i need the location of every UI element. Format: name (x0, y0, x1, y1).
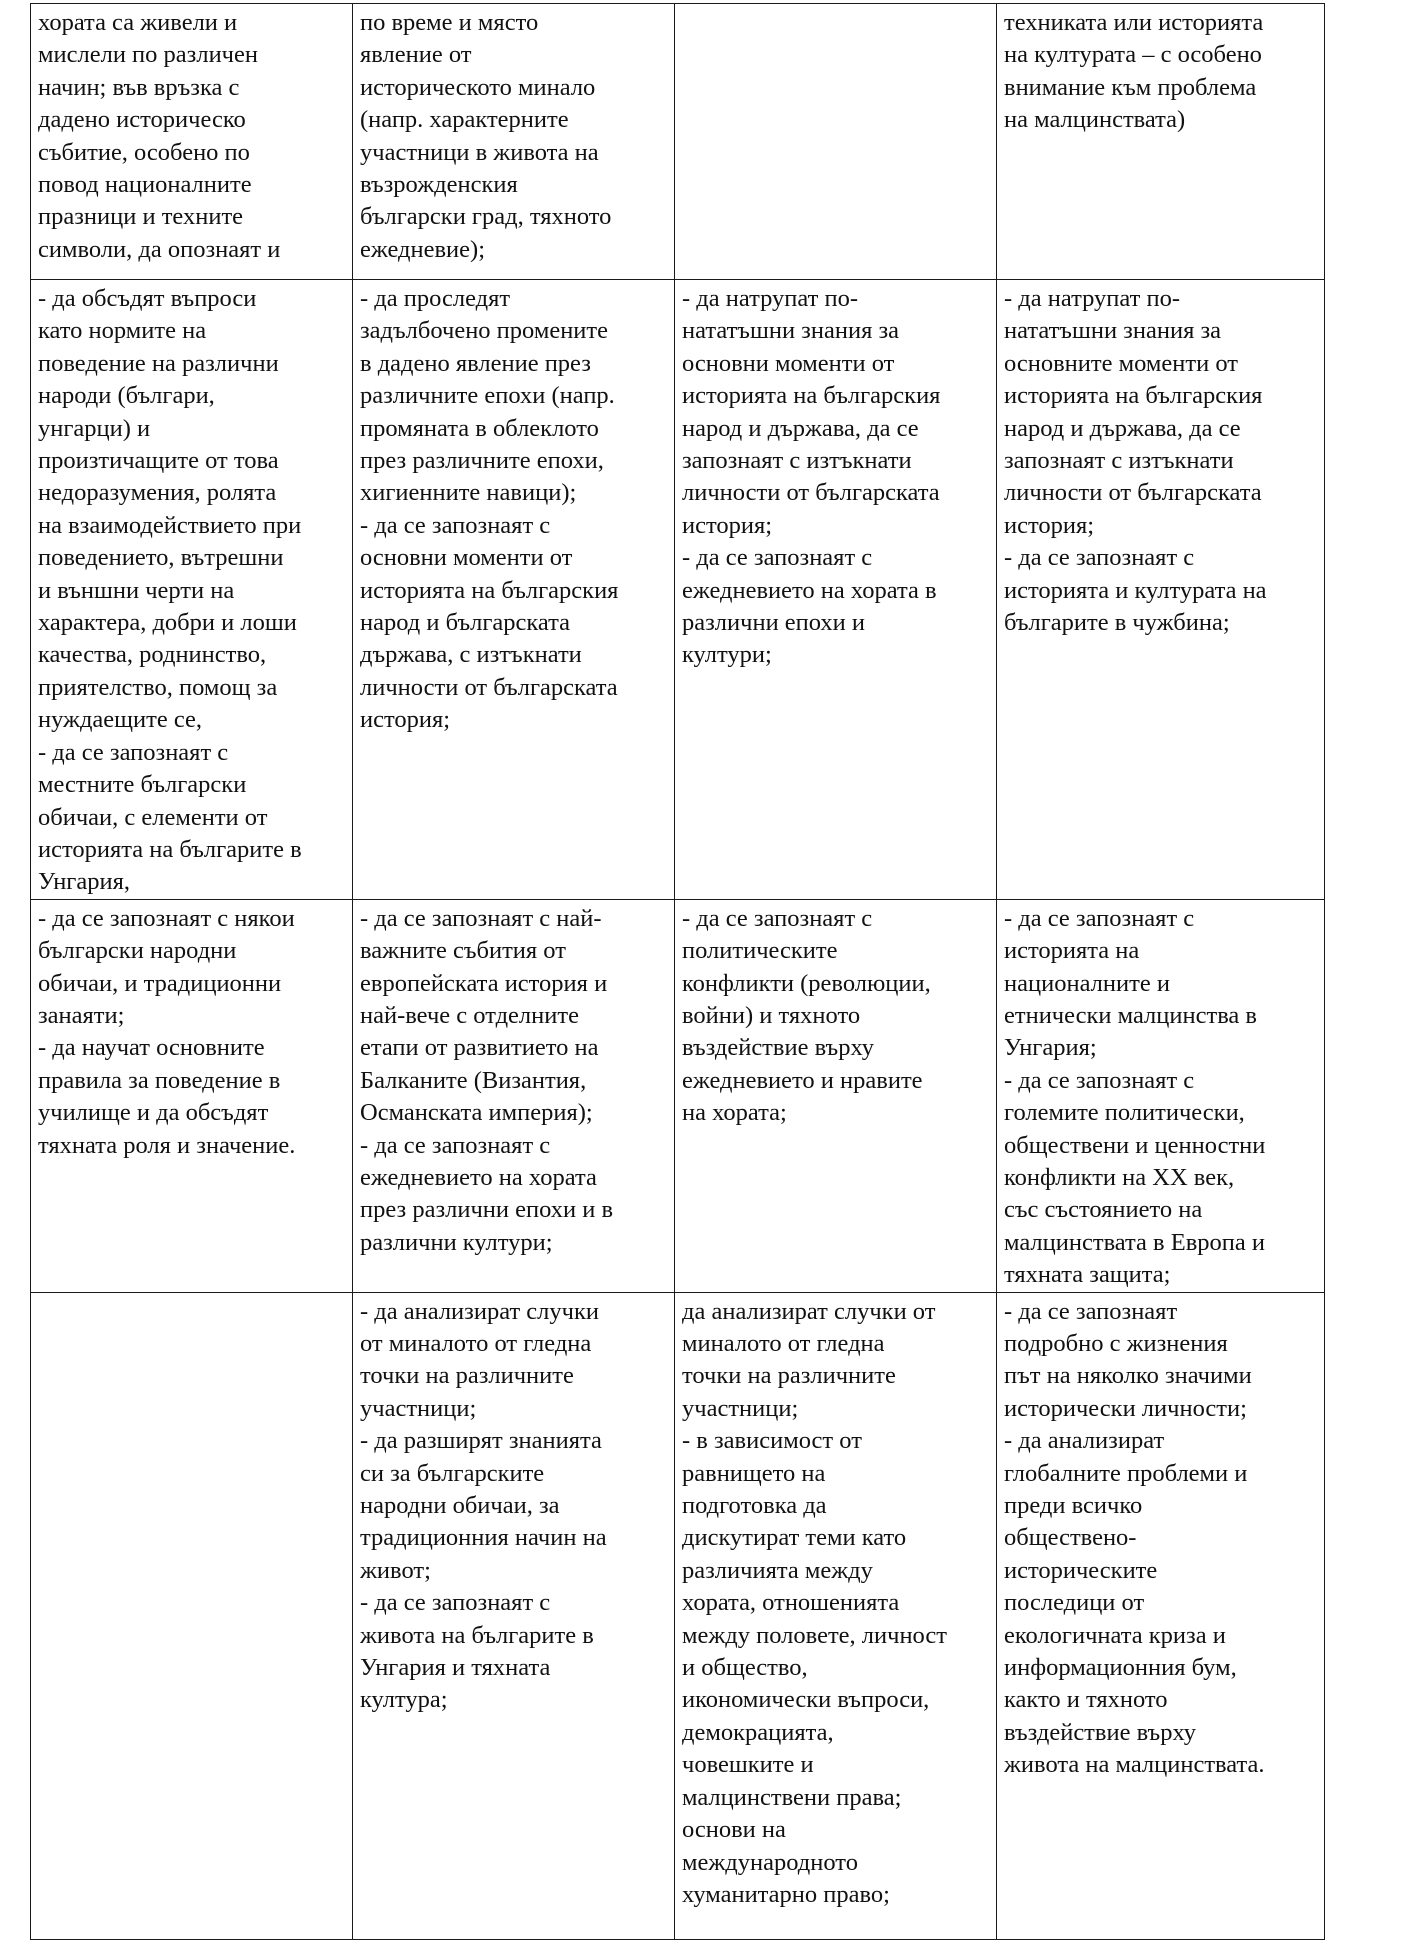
cell-text: техниката или историята на културата – с особено внимание към проблема на малцинствата) (1004, 9, 1264, 134)
table-cell (997, 280, 1325, 900)
table-cell (675, 1292, 997, 1939)
cell-text: - да анализират случки от миналото от гледна точки на различните участници; - да разширят знанията си за българските народни обичаи, за традиционния начин на живот; - да се запознаят с живота на българите в Унгария и тяхната култура; (360, 1297, 607, 1714)
table-cell (675, 4, 997, 280)
cell-text: - да се запознаят подробно с жизнения път на няколко значими исторически личности; - да анализират глобалните проблеми и преди всичко обществено- историческите последици от екологичната криза и информационния бум, както и тяхното въздействие върху живота на малцинствата. (1004, 1297, 1265, 1779)
cell-text: - да обсъдят въпроси като нормите на поведение на различни народи (българи, унгарци) и произтичащите от това недоразумения, ролята на взаимодействието при поведението, вътрешни и външни черти на характера, добри и лоши качества, роднинство, приятелство, помощ за нуждаещите се, - да се запознаят с местните български обичаи, с елементи от историята на българите в Унгария, (38, 285, 302, 896)
table-cell (353, 4, 675, 280)
table-cell (31, 280, 353, 900)
table-cell (353, 899, 675, 1292)
table-cell (997, 1292, 1325, 1939)
cell-text: - да се запознаят с политическите конфликти (революции, войни) и тяхното въздействие върху ежедневието и нравите на хората; (682, 904, 931, 1127)
cell-text: - да се запознаят с историята на националните и етнически малцинства в Унгария; - да се запознаят с големите политически, обществени и ценностни конфликти на XX век, със състоянието на малцинствата в Европа и тяхната защита; (1004, 904, 1266, 1289)
table-cell (997, 4, 1325, 280)
table-cell (31, 899, 353, 1292)
cell-text: - да проследят задълбочено промените в дадено явление през различните епохи (напр. промяната в облеклото през различните епохи, хигиенните навици); - да се запознаят с основни моменти от историята на българския народ и българската държава, с изтъкнати личности от българската история; (360, 285, 619, 734)
cell-text: - да се запознаят с някои български народни обичаи, и традиционни занаяти; - да научат основните правила за поведение в училище и да обсъдят тяхната роля и значение. (38, 904, 296, 1159)
table-row (31, 1292, 1325, 1939)
table-cell (997, 899, 1325, 1292)
cell-text: по време и място явление от историческото минало (напр. характерните участници в живота на възрожденския български град, тяхното ежедневие); (360, 9, 612, 263)
table-cell (675, 280, 997, 900)
cell-text: - да натрупат по- нататъшни знания за основни моменти от историята на българския народ и държава, да се запознаят с изтъкнати личности от българската история; - да се запознаят с ежедневието на хората в различни епохи и култури; (682, 285, 941, 669)
table-cell (353, 1292, 675, 1939)
table-cell (353, 280, 675, 900)
table-cell (675, 899, 997, 1292)
table-row (31, 4, 1325, 280)
cell-text: - да натрупат по- нататъшни знания за основните моменти от историята на българския народ и държава, да се запознаят с изтъкнати личности от българската история; - да се запознаят с историята и културата на българите в чужбина; (1004, 285, 1267, 637)
cell-text: хората са живели и мислели по различен начин; във връзка с дадено историческо събитие, особено по повод националните празници и техните символи, да опознаят и (38, 9, 281, 263)
cell-text: да анализират случки от миналото от гледна точки на различните участници; - в зависимост от равнището на подготовка да дискутират теми като различията между хората, отношенията между половете, личност и общество, икономически въпроси, демокрацията, човешките и малцинствени права; основи на международното хуманитарно право; (682, 1297, 948, 1908)
table-row (31, 280, 1325, 900)
table-row (31, 899, 1325, 1292)
table-cell (31, 1292, 353, 1939)
table-cell (31, 4, 353, 280)
curriculum-table (30, 3, 1325, 1940)
cell-text: - да се запознаят с най- важните събития от европейската история и най-вече с отделните етапи от развитието на Балканите (Византия, Османската империя); - да се запознаят с ежедневието на хората през различни епохи и в различни култури; (360, 904, 614, 1256)
